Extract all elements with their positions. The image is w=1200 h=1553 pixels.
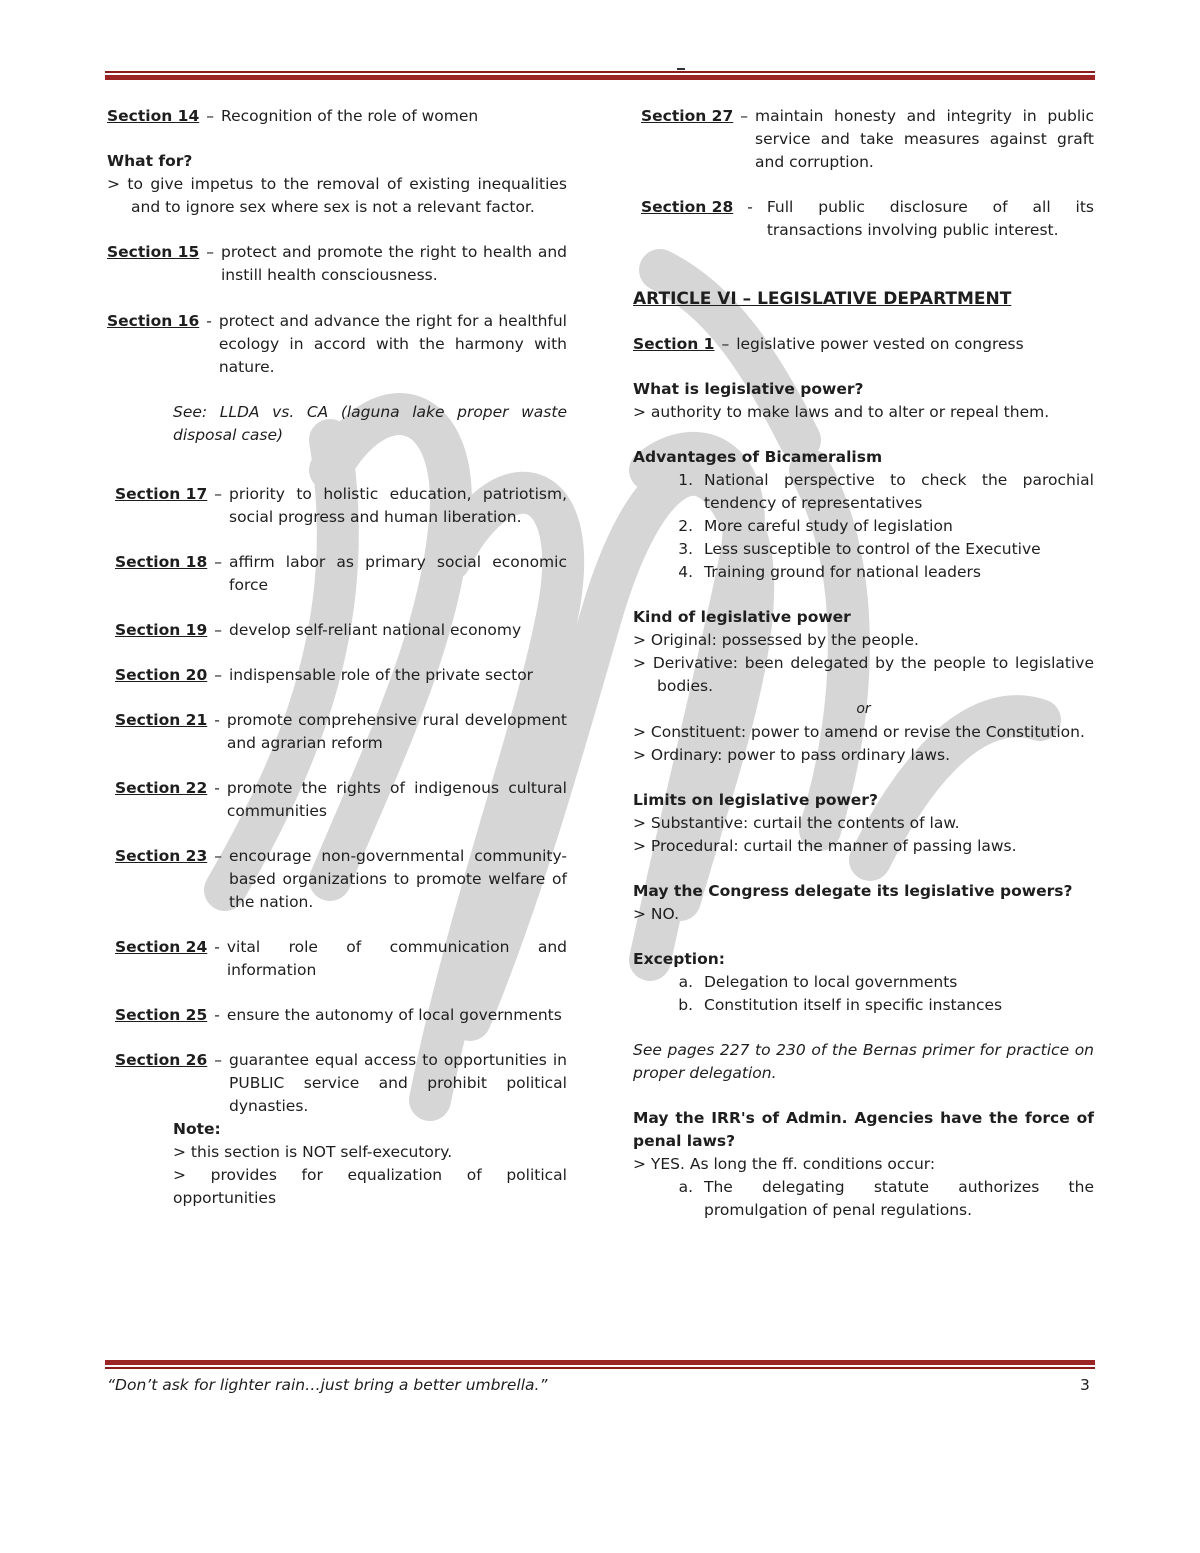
section-label: Section 21 — [115, 711, 208, 729]
list-item: 1. National perspective to check the parochial tendency of representatives — [698, 469, 1094, 515]
delegate-answer: > NO. — [633, 905, 680, 923]
section-label: Section 1 — [633, 335, 715, 353]
limits-procedural: > Procedural: curtail the manner of passing laws. — [633, 837, 1017, 855]
section-label: Section 19 — [115, 621, 208, 639]
section-26: Section 26 – guarantee equal access to opportunities in PUBLIC service and prohibit political dynasties. — [115, 1049, 567, 1118]
exception-list — [633, 971, 1094, 1017]
section-text: priority to holistic education, patriotism, social progress and human liberation. — [229, 485, 567, 526]
section-text: protect and promote the right to health and instill health consciousness. — [221, 243, 567, 284]
section-label: Section 15 — [107, 243, 200, 261]
section-label: Section 24 — [115, 938, 208, 956]
note-line-1: > this section is NOT self-executory. — [173, 1143, 453, 1161]
kind-original: > Original: possessed by the people. — [633, 631, 919, 649]
section-25: Section 25 - ensure the autonomy of local governments — [115, 1004, 567, 1027]
kind-ordinary: > Ordinary: power to pass ordinary laws. — [633, 746, 950, 764]
exception-heading: Exception: — [633, 950, 725, 968]
list-item: a. Delegation to local governments — [698, 971, 1094, 994]
section-18: Section 18 – affirm labor as primary social economic force — [115, 551, 567, 597]
section-19: Section 19 – develop self-reliant national economy — [115, 619, 567, 642]
irr-conditions-list — [633, 1176, 1094, 1222]
section-1: Section 1 – legislative power vested on congress — [633, 333, 1094, 356]
section-label: Section 17 — [115, 485, 208, 503]
section-label: Section 23 — [115, 847, 208, 865]
list-item: 4. Training ground for national leaders — [698, 561, 1094, 584]
footer-quote: “Don’t ask for lighter rain…just bring a better umbrella.” — [107, 1376, 548, 1394]
section-14: Section 14 – Recognition of the role of women — [107, 105, 567, 128]
irr-answer: > YES. As long the ff. conditions occur: — [633, 1155, 936, 1173]
section-label: Section 26 — [115, 1051, 208, 1069]
kind-constituent: > Constituent: power to amend or revise the Constitution. — [633, 723, 1085, 741]
section-label: Section 25 — [115, 1006, 208, 1024]
list-item: 3. Less susceptible to control of the Executive — [698, 538, 1094, 561]
section-label: Section 18 — [115, 553, 208, 571]
section-text: develop self-reliant national economy — [229, 621, 522, 639]
note-line-2: > provides for equalization of political opportunities — [173, 1166, 567, 1207]
section-label: Section 20 — [115, 666, 208, 684]
section-15: Section 15 – protect and promote the right to health and instill health consciousness. — [107, 241, 567, 287]
left-column — [107, 105, 567, 1210]
section-24: Section 24 - vital role of communication and information — [115, 936, 567, 982]
what-is-heading: What is legislative power? — [633, 380, 864, 398]
section-22: Section 22 - promote the rights of indigenous cultural communities — [115, 777, 567, 823]
see-llda-note: See: LLDA vs. CA (laguna lake proper waste disposal case) — [173, 403, 567, 444]
header-rule — [105, 71, 1095, 81]
section-28: Section 28 - Full public disclosure of all its transactions involving public interest. — [641, 196, 1094, 242]
section-text: promote comprehensive rural development and agrarian reform — [226, 711, 567, 752]
section-text: Full public disclosure of all its transactions involving public interest. — [766, 198, 1094, 239]
section-23: Section 23 – encourage non-governmental community-based organizations to promote welfare of the nation. — [115, 845, 567, 914]
what-is-text: > authority to make laws and to alter or repeal them. — [633, 403, 1050, 421]
section-27: Section 27 – maintain honesty and integrity in public service and take measures against graft and corruption. — [641, 105, 1094, 174]
section-label: Section 16 — [107, 312, 200, 330]
delegate-heading: May the Congress delegate its legislative powers? — [633, 882, 1073, 900]
list-item: b. Constitution itself in specific instances — [698, 994, 1094, 1017]
what-for-heading: What for? — [107, 152, 193, 170]
section-label: Section 28 — [641, 198, 734, 216]
section-label: Section 14 — [107, 107, 200, 125]
section-16: Section 16 - protect and advance the right for a healthful ecology in accord with the harmony with nature. — [107, 310, 567, 379]
section-text: Recognition of the role of women — [221, 107, 479, 125]
bicameralism-list — [633, 469, 1094, 584]
section-21: Section 21 - promote comprehensive rural development and agrarian reform — [115, 709, 567, 755]
section-text: maintain honesty and integrity in public service and take measures against graft and corruption. — [755, 107, 1094, 171]
section-text: affirm labor as primary social economic force — [229, 553, 567, 594]
section-17: Section 17 – priority to holistic education, patriotism, social progress and human liberation. — [115, 483, 567, 529]
section-text: encourage non-governmental community-based organizations to promote welfare of the nation. — [229, 847, 567, 911]
footer-rule — [105, 1360, 1095, 1370]
section-text: indispensable role of the private sector — [229, 666, 534, 684]
list-item: 2. More careful study of legislation — [698, 515, 1094, 538]
limits-substantive: > Substantive: curtail the contents of law. — [633, 814, 960, 832]
see-pages-note: See pages 227 to 230 of the Bernas primer for practice on proper delegation. — [633, 1041, 1094, 1082]
bicameralism-heading: Advantages of Bicameralism — [633, 448, 883, 466]
section-text: guarantee equal access to opportunities in PUBLIC service and prohibit political dynasties. — [229, 1051, 567, 1115]
section-text: ensure the autonomy of local governments — [226, 1006, 562, 1024]
section-text: vital role of communication and information — [226, 938, 567, 979]
page-number: 3 — [1080, 1376, 1090, 1394]
kind-derivative: > Derivative: been delegated by the people to legislative bodies. — [633, 654, 1094, 695]
section-text: promote the rights of indigenous cultural communities — [226, 779, 567, 820]
what-for-text: > to give impetus to the removal of existing inequalities and to ignore sex where sex is not a relevant factor. — [107, 175, 567, 216]
section-label: Section 22 — [115, 779, 208, 797]
limits-heading: Limits on legislative power? — [633, 791, 878, 809]
section-20: Section 20 – indispensable role of the private sector — [115, 664, 567, 687]
section-text: legislative power vested on congress — [736, 335, 1024, 353]
article-heading: ARTICLE VI – LEGISLATIVE DEPARTMENT — [633, 289, 1012, 309]
note-heading: Note: — [173, 1120, 221, 1138]
list-item: a. The delegating statute authorizes the promulgation of penal regulations. — [698, 1176, 1094, 1222]
section-label: Section 27 — [641, 107, 734, 125]
kind-heading: Kind of legislative power — [633, 608, 851, 626]
irr-heading: May the IRR's of Admin. Agencies have the force of penal laws? — [633, 1109, 1094, 1150]
right-column — [633, 105, 1094, 1222]
kind-or: or — [856, 701, 871, 717]
section-text: protect and advance the right for a healthful ecology in accord with the harmony with nature. — [218, 312, 567, 376]
